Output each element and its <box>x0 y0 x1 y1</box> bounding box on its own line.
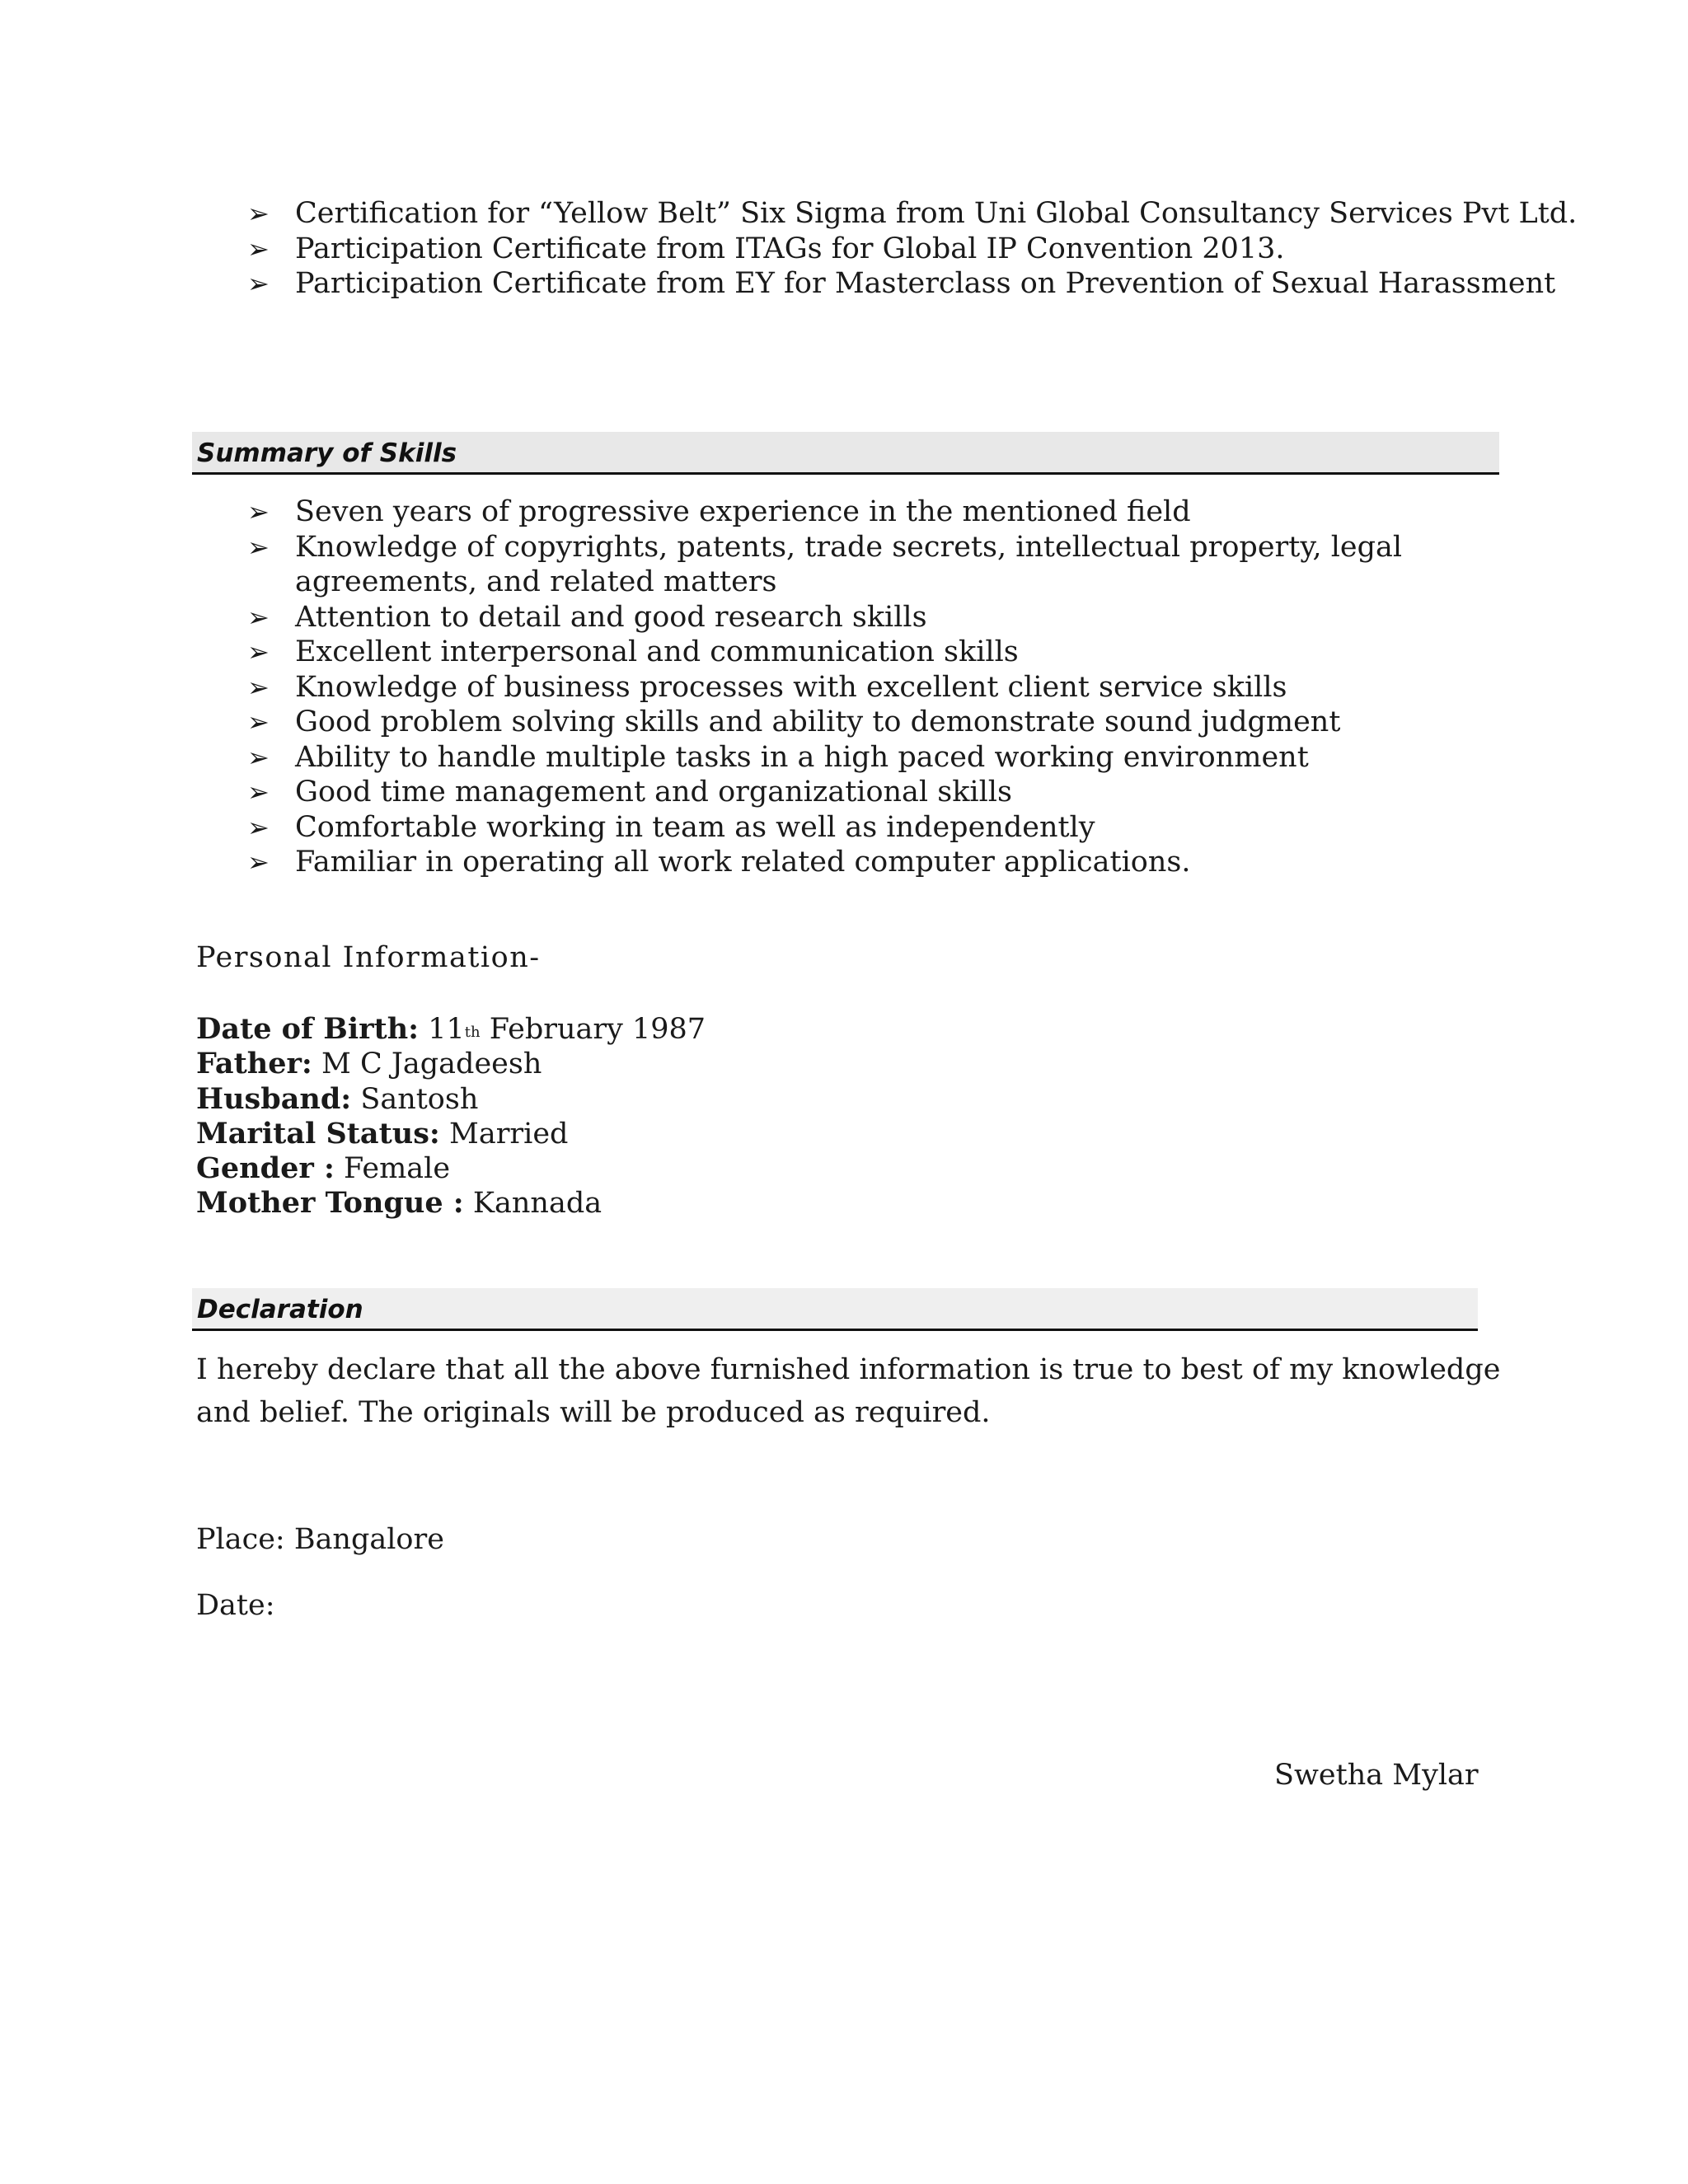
father-value: M C Jagadeesh <box>321 1047 542 1081</box>
date-line: Date: <box>196 1589 275 1622</box>
personal-info-list <box>196 1012 706 1221</box>
declaration-section-heading <box>192 1288 1478 1331</box>
skills-heading-text: Summary of Skills <box>197 438 457 468</box>
husband-row <box>196 1082 706 1117</box>
arrowhead-bullet-icon: ➢ <box>247 636 270 668</box>
place-line: Place: Bangalore <box>196 1523 444 1556</box>
certifications-list <box>247 196 1577 302</box>
arrowhead-bullet-icon: ➢ <box>247 268 270 299</box>
arrowhead-bullet-icon: ➢ <box>247 496 270 527</box>
father-row <box>196 1047 706 1081</box>
list-item: ➢ Seven years of progressive experience in the mentioned field <box>247 495 1191 528</box>
declaration-heading-text: Declaration <box>197 1295 363 1324</box>
dob-suffix: th <box>464 1024 481 1041</box>
list-item: ➢ Comfortable working in team as well as independently <box>247 810 1095 844</box>
arrowhead-bullet-icon: ➢ <box>247 601 270 633</box>
husband-label: Husband: <box>196 1081 352 1116</box>
gender-value: Female <box>344 1152 451 1186</box>
arrowhead-bullet-icon: ➢ <box>247 811 270 843</box>
dob-label: Date of Birth: <box>196 1012 420 1046</box>
arrowhead-bullet-icon: ➢ <box>247 706 270 738</box>
declaration-text: I hereby declare that all the above furnished information is true to best of my knowledge and belief. The originals will be produced as required. <box>196 1353 1501 1429</box>
list-item: ➢ Good problem solving skills and ability to demonstrate sound judgment <box>247 705 1341 738</box>
marital-status-value: Married <box>448 1117 569 1151</box>
arrowhead-bullet-icon: ➢ <box>247 741 270 773</box>
list-item: ➢ Certification for “Yellow Belt” Six Sigma from Uni Global Consultancy Services Pvt Ltd. <box>247 197 1578 230</box>
personal-info-title: Personal Information- <box>196 941 541 974</box>
arrowhead-bullet-icon: ➢ <box>247 198 270 229</box>
list-item: ➢ Ability to handle multiple tasks in a high paced working environment <box>247 740 1309 774</box>
arrowhead-bullet-icon: ➢ <box>247 776 270 808</box>
husband-value: Santosh <box>360 1082 479 1116</box>
list-item: ➢ Knowledge of business processes with excellent client service skills <box>247 670 1287 704</box>
skills-section-heading <box>192 432 1499 475</box>
list-item: ➢ Excellent interpersonal and communication skills <box>247 635 1019 668</box>
arrowhead-bullet-icon: ➢ <box>247 531 270 563</box>
arrowhead-bullet-icon: ➢ <box>247 846 270 878</box>
gender-label: Gender : <box>196 1151 335 1186</box>
dob-row <box>196 1012 706 1047</box>
list-item: ➢ Participation Certificate from ITAGs for Global IP Convention 2013. <box>247 232 1285 265</box>
gender-row <box>196 1151 706 1186</box>
list-item: ➢ Good time management and organizational skills <box>247 776 1012 808</box>
marital-status-row <box>196 1117 706 1151</box>
skills-list <box>247 494 1500 880</box>
dob-day: 11 <box>428 1013 465 1046</box>
mother-tongue-label: Mother Tongue : <box>196 1186 464 1221</box>
mother-tongue-value: Kannada <box>472 1187 603 1221</box>
dob-rest: February 1987 <box>489 1013 706 1046</box>
mother-tongue-row <box>196 1186 706 1221</box>
list-item: ➢ Knowledge of copyrights, patents, trade secrets, intellectual property, legal agreements, and related matters <box>247 530 1403 598</box>
list-item: ➢ Familiar in operating all work related computer applications. <box>247 846 1191 879</box>
signature-name: Swetha Mylar <box>1274 1759 1479 1792</box>
list-item: ➢ Participation Certificate from EY for Masterclass on Prevention of Sexual Harassment <box>247 267 1556 300</box>
arrowhead-bullet-icon: ➢ <box>247 232 270 265</box>
list-item: ➢ Attention to detail and good research skills <box>247 600 927 634</box>
marital-status-label: Marital Status: <box>196 1116 440 1151</box>
arrowhead-bullet-icon: ➢ <box>247 671 270 703</box>
father-label: Father: <box>196 1047 312 1081</box>
